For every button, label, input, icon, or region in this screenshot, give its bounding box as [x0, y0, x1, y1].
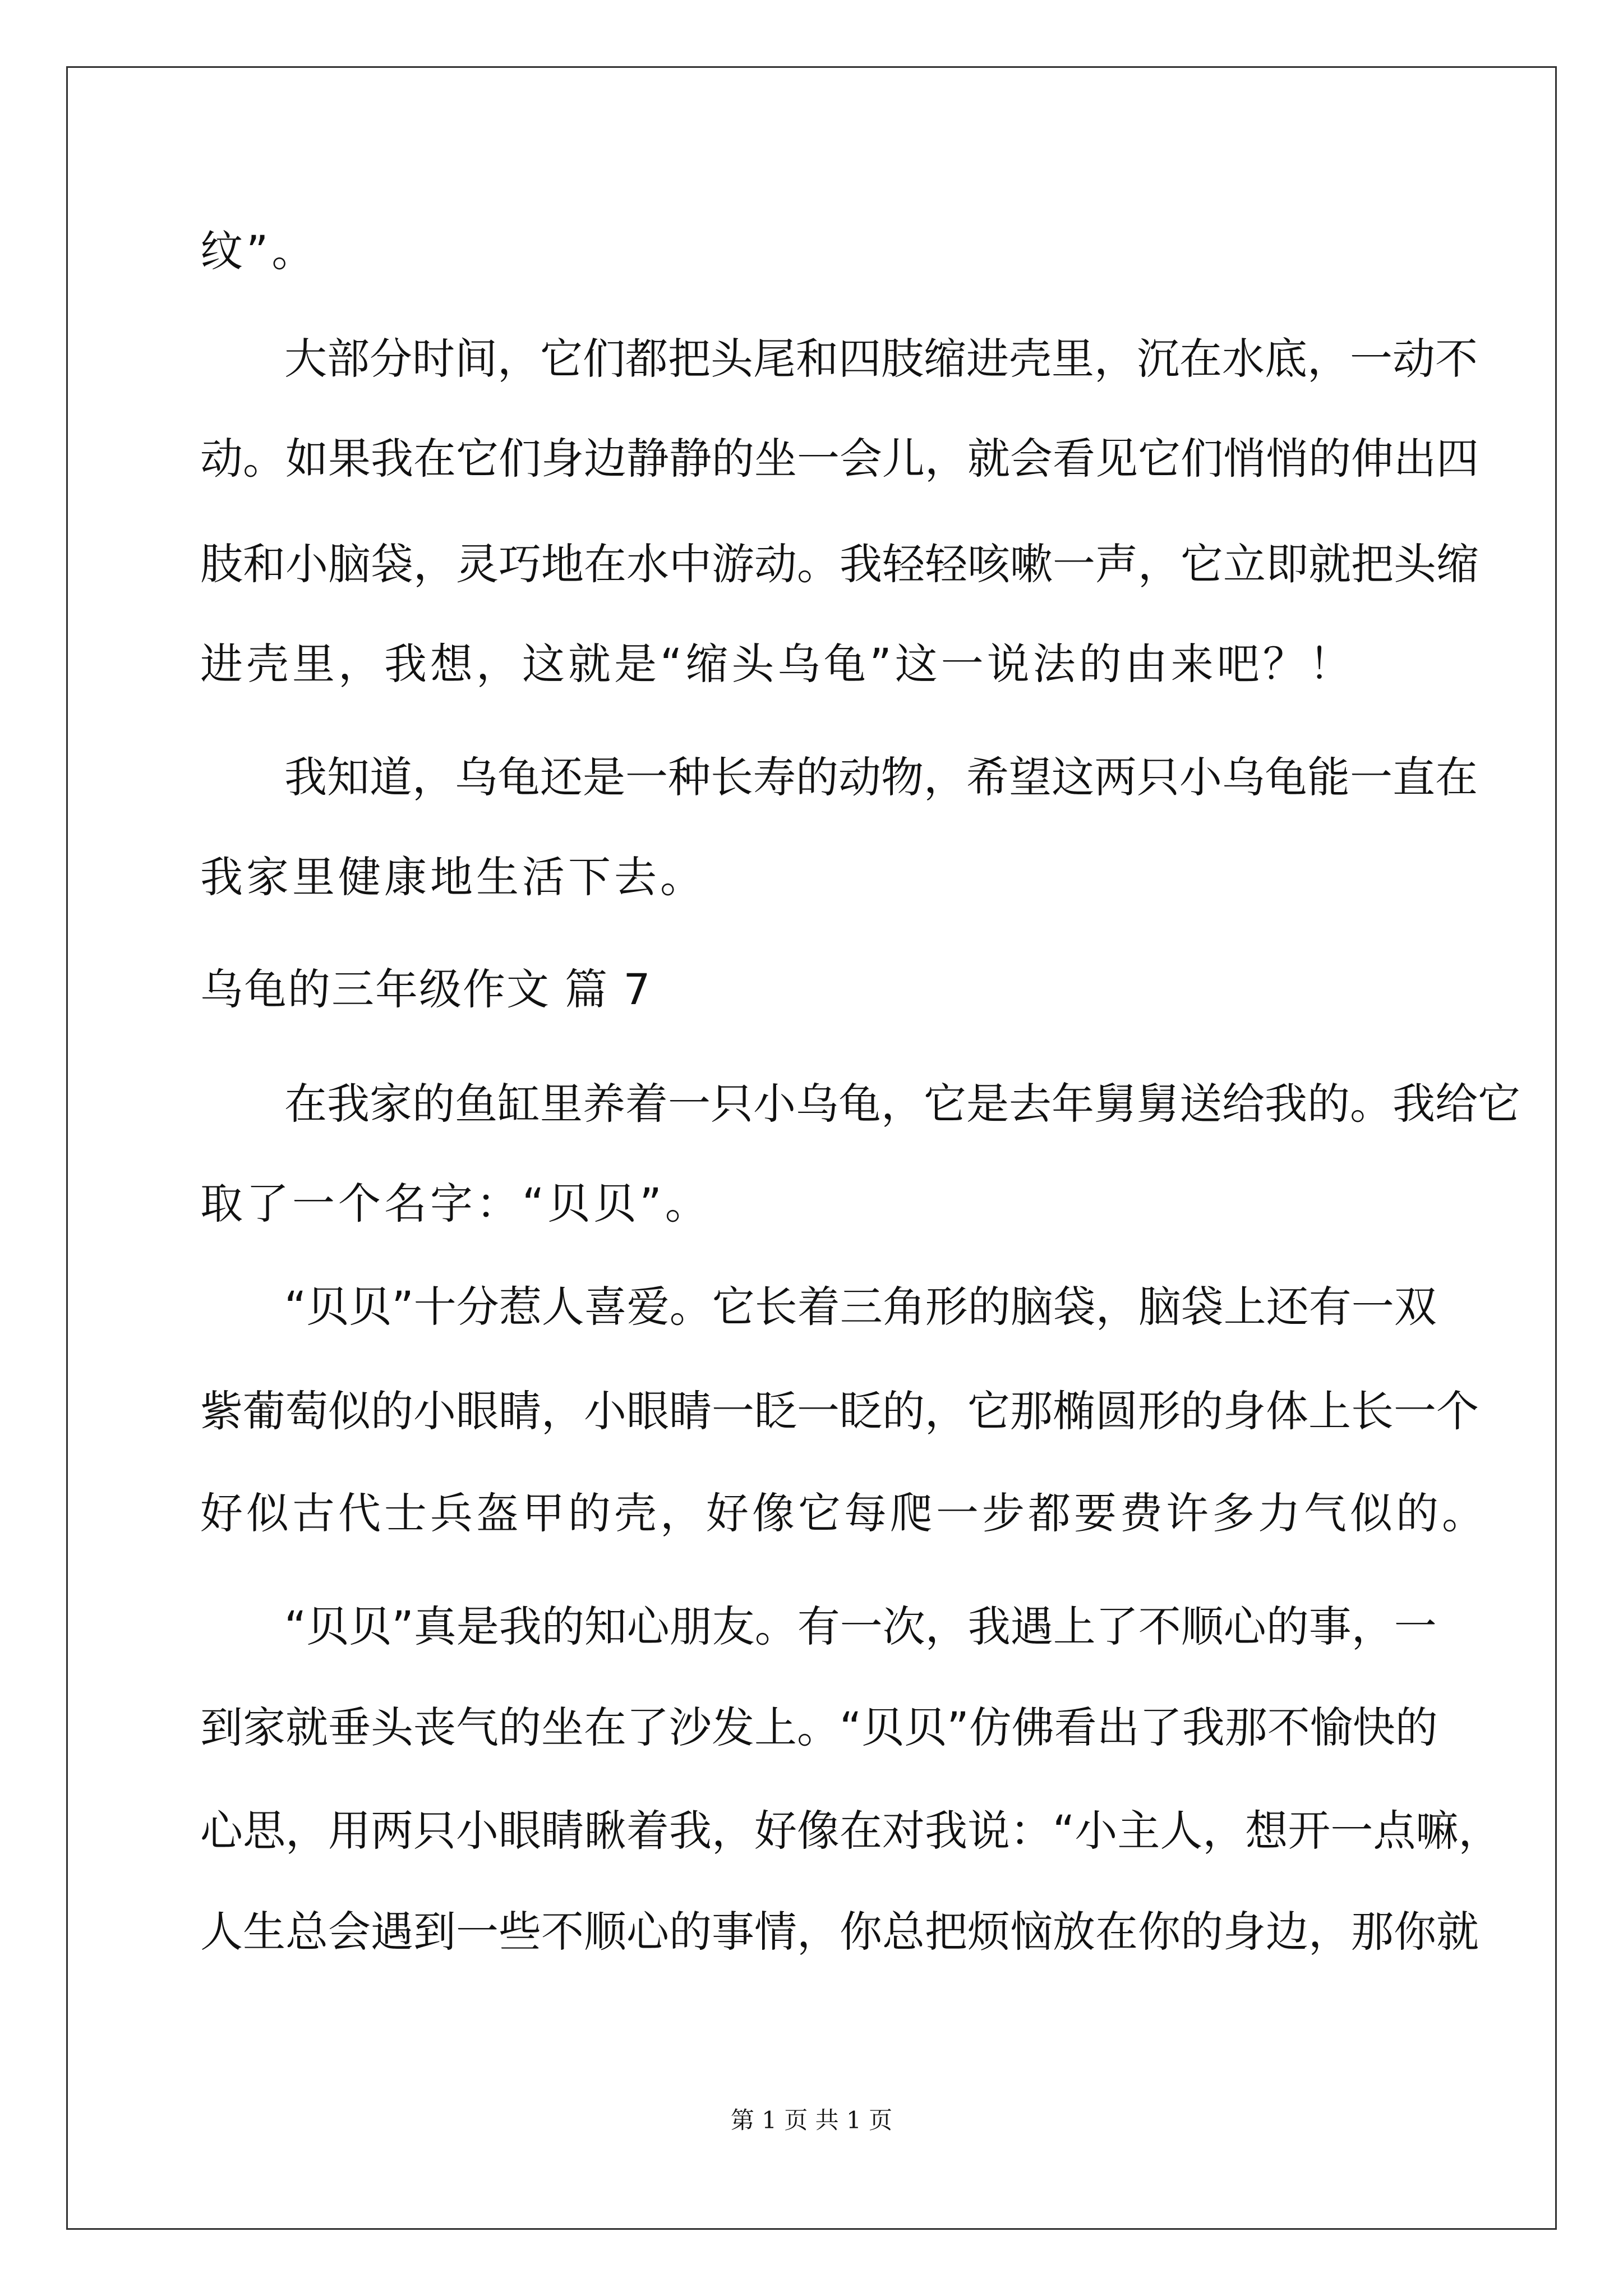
paragraph-line: 到家就垂头丧气的坐在了沙发上。“贝贝”仿佛看出了我那不愉快的	[200, 1703, 1438, 1752]
paragraph-line: 在我家的鱼缸里养着一只小乌龟，它是去年舅舅送给我的。我给它	[284, 1079, 1520, 1129]
paragraph-line: 肢和小脑袋，灵巧地在水中游动。我轻轻咳嗽一声，它立即就把头缩	[200, 539, 1479, 589]
paragraph-line: 人生总会遇到一些不顺心的事情，你总把烦恼放在你的身边，那你就	[200, 1907, 1479, 1957]
text-line: 纹”。	[200, 226, 318, 276]
paragraph-line: 动。如果我在它们身边静静的坐一会儿，就会看见它们悄悄的伸出四	[200, 434, 1479, 484]
paragraph-line: “贝贝”真是我的知心朋友。有一次，我遇上了不顺心的事，一	[284, 1602, 1437, 1651]
paragraph-line: 好似古代士兵盔甲的壳，好像它每爬一步都要费许多力气似的。	[200, 1488, 1488, 1538]
paragraph-line: 取了一个名字：“贝贝”。	[200, 1179, 711, 1228]
paragraph-line: 紫葡萄似的小眼睛，小眼睛一眨一眨的，它那椭圆形的身体上长一个	[200, 1386, 1479, 1436]
page-number-footer: 第 1 页 共 1 页	[730, 2106, 893, 2134]
paragraph-line: 进壳里，我想，这就是“缩头乌龟”这一说法的由来吧？！	[200, 639, 1355, 689]
section-heading: 乌龟的三年级作文 篇 7	[200, 964, 652, 1014]
paragraph-line: 我家里健康地生活下去。	[200, 852, 706, 902]
paragraph-line: 我知道，乌龟还是一种长寿的动物，希望这两只小乌龟能一直在	[284, 752, 1478, 802]
paragraph-line: 心思，用两只小眼睛瞅着我，好像在对我说：“小主人，想开一点嘛，	[200, 1806, 1501, 1856]
paragraph-line: 大部分时间，它们都把头尾和四肢缩进壳里，沉在水底，一动不	[284, 334, 1478, 384]
paragraph-line: “贝贝”十分惹人喜爱。它长着三角形的脑袋，脑袋上还有一双	[284, 1282, 1437, 1332]
